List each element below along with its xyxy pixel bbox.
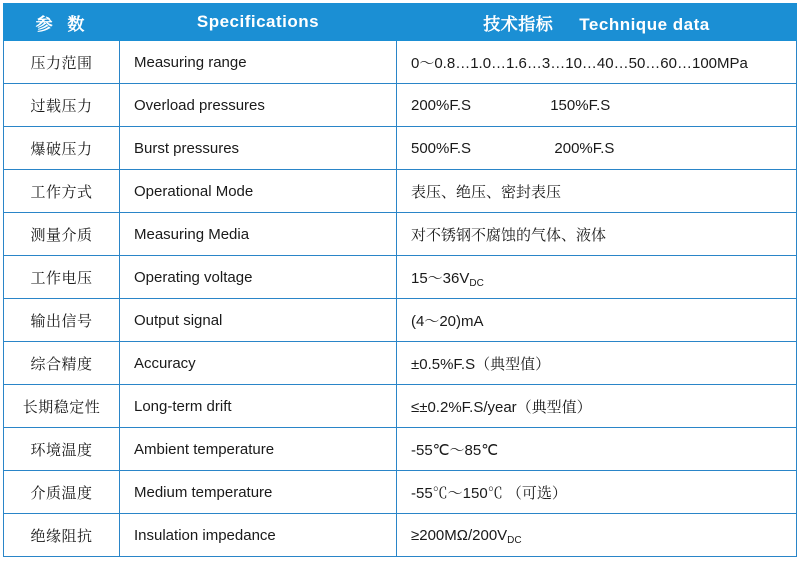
specifications-table [3, 3, 797, 557]
parameter-name-en: Overload pressures [120, 84, 397, 127]
column-header-specifications: Specifications [120, 4, 397, 41]
parameter-name-en: Insulation impedance [120, 514, 397, 557]
parameter-value: 0～0.8…1.0…1.6…3…10…40…50…60…100MPa [397, 41, 797, 84]
table-header-row [4, 4, 797, 41]
parameter-name-cn: 爆破压力 [4, 127, 120, 170]
parameter-name-cn: 工作方式 [4, 170, 120, 213]
table-row [4, 127, 797, 170]
column-header-technique-en: Technique data [579, 14, 710, 34]
parameter-value: $\ge 200M\Omega/200V_{DC}$ [397, 514, 797, 557]
parameter-name-en: Operational Mode [120, 170, 397, 213]
column-header-parameter: 参 数 [4, 4, 120, 41]
parameter-value: -55℃～85℃ [397, 428, 797, 471]
parameter-value: $15\sim 36V_{DC}$ [397, 256, 797, 299]
column-header-technique-cn: 技术指标 [483, 14, 554, 34]
table-row [4, 385, 797, 428]
table-row [4, 428, 797, 471]
table-row [4, 471, 797, 514]
parameter-name-cn: 绝缘阻抗 [4, 514, 120, 557]
parameter-value: ±0.5%F.S（典型值） [397, 342, 797, 385]
table-row [4, 213, 797, 256]
table-body [4, 41, 797, 557]
parameter-value: ≤±0.2%F.S/year（典型值） [397, 385, 797, 428]
parameter-name-cn: 测量介质 [4, 213, 120, 256]
table-row [4, 256, 797, 299]
parameter-value: 对不锈钢不腐蚀的气体、液体 [397, 213, 797, 256]
parameter-name-cn: 综合精度 [4, 342, 120, 385]
parameter-name-cn: 长期稳定性 [4, 385, 120, 428]
parameter-name-cn: 输出信号 [4, 299, 120, 342]
table-row [4, 299, 797, 342]
parameter-value: (4～20)mA [397, 299, 797, 342]
parameter-name-cn: 介质温度 [4, 471, 120, 514]
value-subscript: DC [469, 277, 484, 289]
parameter-name-en: Measuring Media [120, 213, 397, 256]
parameter-value: 200%F.S 150%F.S [397, 84, 797, 127]
table-row [4, 514, 797, 557]
parameter-name-en: Measuring range [120, 41, 397, 84]
parameter-value: 表压、绝压、密封表压 [397, 170, 797, 213]
parameter-name-en: Ambient temperature [120, 428, 397, 471]
parameter-value: -55℃～150℃ （可选） [397, 471, 797, 514]
parameter-name-en: Operating voltage [120, 256, 397, 299]
parameter-name-cn: 环境温度 [4, 428, 120, 471]
parameter-name-cn: 工作电压 [4, 256, 120, 299]
parameter-value: 500%F.S 200%F.S [397, 127, 797, 170]
parameter-name-cn: 过载压力 [4, 84, 120, 127]
column-header-technique-data [397, 4, 797, 41]
parameter-name-en: Burst pressures [120, 127, 397, 170]
parameter-name-en: Long-term drift [120, 385, 397, 428]
table-row [4, 342, 797, 385]
parameter-name-en: Medium temperature [120, 471, 397, 514]
table-row [4, 84, 797, 127]
value-subscript: DC [507, 534, 522, 546]
parameter-name-en: Accuracy [120, 342, 397, 385]
table-row [4, 170, 797, 213]
table-row [4, 41, 797, 84]
parameter-name-en: Output signal [120, 299, 397, 342]
parameter-name-cn: 压力范围 [4, 41, 120, 84]
